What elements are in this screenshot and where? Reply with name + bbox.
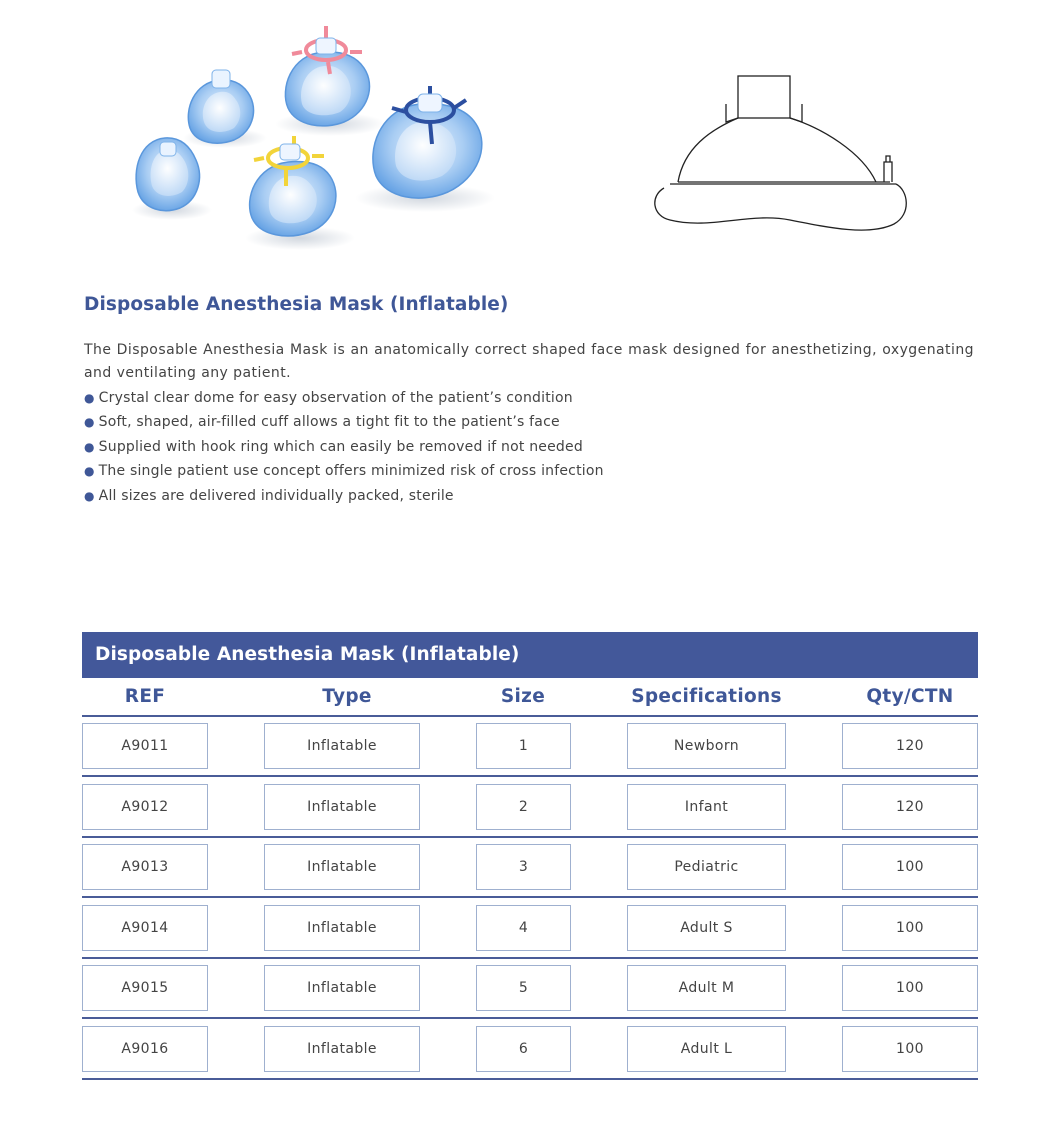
ref-cell: A9015 [82,965,208,1011]
column-header-ref: REF [124,686,166,707]
table-title: Disposable Anesthesia Mask (Inflatable) [82,632,978,678]
bullet-dot-icon: ● [84,415,95,430]
table-divider [82,896,978,898]
product-photo [80,0,550,290]
ref-cell: A9012 [82,784,208,830]
size-cell: 1 [476,723,571,769]
size-cell: 5 [476,965,571,1011]
specifications-cell: Adult L [627,1026,786,1072]
mask-line-drawing [640,60,930,250]
table-divider [82,836,978,838]
size-cell: 2 [476,784,571,830]
qty-cell: 100 [842,965,978,1011]
type-cell: Inflatable [264,784,420,830]
table-divider [82,1017,978,1019]
qty-cell: 120 [842,784,978,830]
type-cell: Inflatable [264,844,420,890]
feature-list [84,386,604,508]
product-description: The Disposable Anesthesia Mask is an anatomically correct shaped face mask designed for anesthetizing, oxygenating and ventilating any patient. [84,342,974,381]
type-cell: Inflatable [264,905,420,951]
mask-adult-s-image [245,136,355,250]
type-cell: Inflatable [264,1026,420,1072]
qty-cell: 100 [842,844,978,890]
size-cell: 4 [476,905,571,951]
column-header-specifications: Specifications [631,686,782,707]
feature-item: ● All sizes are delivered individually packed, sterile [84,487,454,504]
qty-cell: 100 [842,905,978,951]
bullet-dot-icon: ● [84,391,95,405]
table-divider [82,775,978,777]
feature-item: ● Supplied with hook ring which can easily be removed if not needed [84,438,583,455]
column-header-qty: Qty/CTN [866,686,954,707]
table-divider [82,1078,978,1080]
specifications-cell: Newborn [627,723,786,769]
type-cell: Inflatable [264,723,420,769]
column-header-type: Type [322,686,372,707]
table-divider [82,715,978,717]
mask-adult-l-image [355,86,495,212]
specifications-cell: Infant [627,784,786,830]
size-cell: 6 [476,1026,571,1072]
feature-item: ● The single patient use concept offers minimized risk of cross infection [84,463,604,480]
specifications-cell: Adult M [627,965,786,1011]
type-cell: Inflatable [264,965,420,1011]
column-header-size: Size [500,686,546,707]
product-title: Disposable Anesthesia Mask (Inflatable) [84,294,509,315]
bullet-dot-icon: ● [84,488,95,503]
size-cell: 3 [476,844,571,890]
bullet-dot-icon: ● [84,464,95,479]
feature-item: ● Crystal clear dome for easy observation of the patient’s condition [84,390,573,406]
bullet-dot-icon: ● [84,439,95,454]
specifications-cell: Pediatric [627,844,786,890]
ref-cell: A9011 [82,723,208,769]
ref-cell: A9013 [82,844,208,890]
mask-pediatric-image [275,26,385,136]
feature-item: ● Soft, shaped, air-filled cuff allows a tight fit to the patient’s face [84,414,560,431]
ref-cell: A9016 [82,1026,208,1072]
qty-cell: 100 [842,1026,978,1072]
ref-cell: A9014 [82,905,208,951]
table-divider [82,957,978,959]
mask-infant-image [183,70,267,148]
mask-newborn-image [132,138,212,220]
specifications-cell: Adult S [627,905,786,951]
qty-cell: 120 [842,723,978,769]
